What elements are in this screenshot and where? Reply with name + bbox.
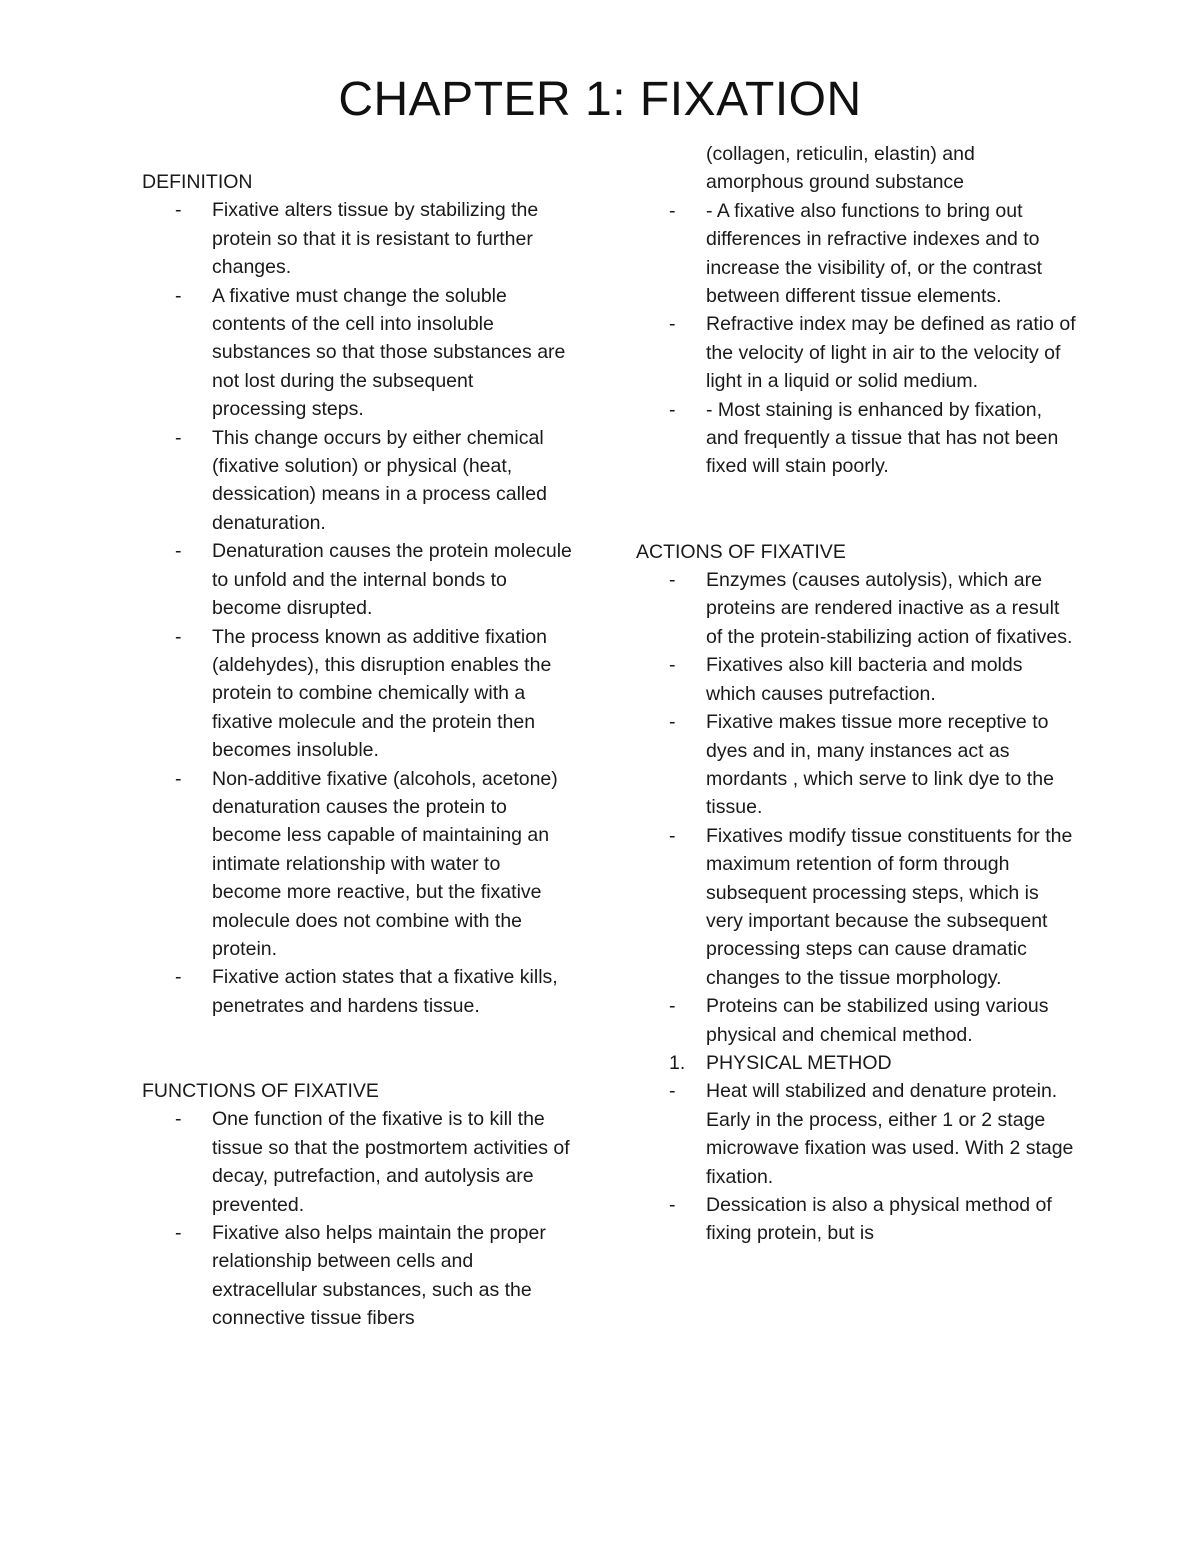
definition-heading: DEFINITION bbox=[142, 171, 253, 193]
dash-marker: - bbox=[175, 625, 182, 648]
list-item: - Refractive index may be defined as ratio of the velocity of light in air to the velocity of light in a liquid or solid medium. bbox=[636, 310, 1076, 395]
dash-marker: - bbox=[175, 199, 182, 222]
list-item: - Dessication is also a physical method of fixing protein, but is bbox=[636, 1191, 1076, 1248]
list-item: - A fixative must change the soluble contents of the cell into insoluble substances so that those substances are not lost during the subsequent processing steps. bbox=[142, 282, 572, 424]
list-item: - - Most staining is enhanced by fixation, and frequently a tissue that has not been fixed will stain poorly. bbox=[636, 396, 1076, 481]
functions-heading: FUNCTIONS OF FIXATIVE bbox=[142, 1079, 379, 1102]
section-spacer bbox=[142, 1020, 572, 1077]
list-item: - - A fixative also functions to bring out differences in refractive indexes and to increase the visibility of, or the contrast between different tissue elements. bbox=[636, 197, 1076, 311]
list-item: - Fixative alters tissue by stabilizing the protein so that it is resistant to further changes. bbox=[142, 196, 572, 281]
numbered-item-physical-method: 1. PHYSICAL METHOD bbox=[636, 1049, 1076, 1077]
dash-marker: - bbox=[175, 1108, 182, 1131]
page-title: CHAPTER 1: FIXATION bbox=[338, 73, 862, 126]
functions-continued-list bbox=[636, 140, 1076, 481]
list-item: - Fixative action states that a fixative kills, penetrates and hardens tissue. bbox=[142, 963, 572, 1020]
list-item: - This change occurs by either chemical (fixative solution) or physical (heat, dessication) means in a process called denaturation. bbox=[142, 424, 572, 538]
section-spacer bbox=[636, 481, 1076, 538]
dash-marker: - bbox=[669, 199, 676, 222]
dash-marker: - bbox=[669, 1194, 676, 1217]
list-item: - Fixatives also kill bacteria and molds which causes putrefaction. bbox=[636, 651, 1076, 708]
number-marker: 1. bbox=[669, 1051, 686, 1074]
list-item: - One function of the fixative is to kill the tissue so that the postmortem activities of decay, putrefaction, and autolysis are prevented. bbox=[142, 1105, 572, 1219]
list-item: - Denaturation causes the protein molecule to unfold and the internal bonds to become disrupted. bbox=[142, 537, 572, 622]
definition-list bbox=[142, 196, 572, 1020]
dash-marker: - bbox=[669, 569, 676, 592]
list-item: - Fixative also helps maintain the proper relationship between cells and extracellular substances, such as the connective tissue fibers bbox=[142, 1219, 572, 1333]
dash-marker: - bbox=[669, 654, 676, 677]
list-item: - Fixative makes tissue more receptive to dyes and in, many instances act as mordants , which serve to link dye to the tissue. bbox=[636, 708, 1076, 822]
dash-marker: - bbox=[669, 313, 676, 336]
list-item: - Heat will stabilized and denature protein. Early in the process, either 1 or 2 stage microwave fixation was used. With 2 stage fixation. bbox=[636, 1077, 1076, 1191]
functions-list bbox=[142, 1105, 572, 1332]
right-column bbox=[636, 140, 1076, 1248]
dash-marker: - bbox=[175, 1222, 182, 1245]
list-item: - Enzymes (causes autolysis), which are proteins are rendered inactive as a result of the protein-stabilizing action of fixatives. bbox=[636, 566, 1076, 651]
list-item: - Non-additive fixative (alcohols, acetone) denaturation causes the protein to become less capable of maintaining an intimate relationship with water to become more reactive, but the fixative molecule does not combine with the protein. bbox=[142, 765, 572, 964]
list-item: - The process known as additive fixation (aldehydes), this disruption enables the protein to combine chemically with a fixative molecule and the protein then becomes insoluble. bbox=[142, 623, 572, 765]
dash-marker: - bbox=[175, 284, 182, 307]
actions-list bbox=[636, 566, 1076, 1248]
dash-marker: - bbox=[175, 540, 182, 563]
list-item: - Proteins can be stabilized using various physical and chemical method. bbox=[636, 992, 1076, 1049]
actions-heading: ACTIONS OF FIXATIVE bbox=[636, 540, 846, 563]
list-item: - Fixatives modify tissue constituents for the maximum retention of form through subsequent processing steps, which is very important because the subsequent processing steps can cause dramatic changes to the tissue morphology. bbox=[636, 822, 1076, 992]
left-column bbox=[142, 168, 572, 1333]
dash-marker: - bbox=[669, 1080, 676, 1103]
dash-marker: - bbox=[175, 767, 182, 790]
dash-marker: - bbox=[175, 966, 182, 989]
dash-marker: - bbox=[175, 426, 182, 449]
dash-marker: - bbox=[669, 995, 676, 1018]
dash-marker: - bbox=[669, 711, 676, 734]
dash-marker: - bbox=[669, 824, 676, 847]
list-item-continuation: (collagen, reticulin, elastin) and amorphous ground substance bbox=[706, 143, 975, 194]
dash-marker: - bbox=[669, 398, 676, 421]
